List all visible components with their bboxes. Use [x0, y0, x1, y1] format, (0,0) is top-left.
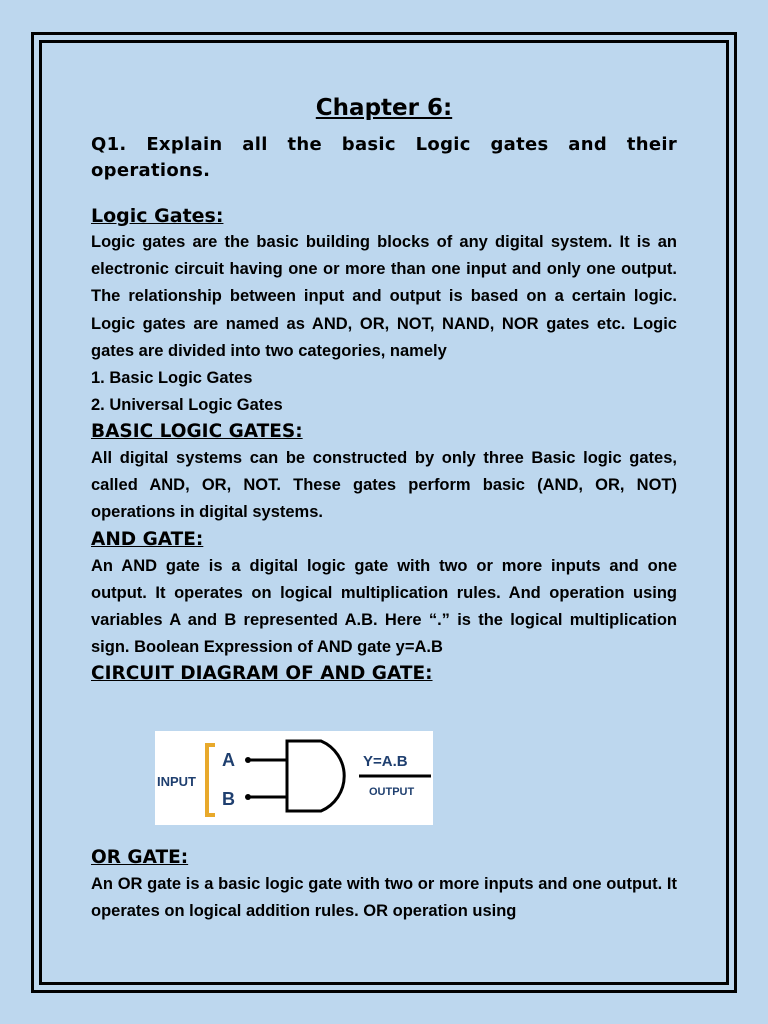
- basic-logic-gates-paragraph: All digital systems can be constructed by only three Basic logic gates, called AND, OR, NOT. These gates perform basic (AND, OR, NOT) operations in digital systems.: [91, 449, 677, 522]
- and-gate-symbol: [287, 741, 344, 811]
- output-label: OUTPUT: [369, 786, 415, 798]
- input-bracket: [207, 745, 215, 815]
- list-item: 2. Universal Logic Gates: [91, 396, 283, 415]
- basic-logic-gates-heading: BASIC LOGIC GATES:: [91, 421, 303, 443]
- logic-gate-categories: [91, 365, 677, 419]
- logic-gates-heading: Logic Gates:: [91, 205, 224, 227]
- chapter-title: Chapter 6:: [315, 95, 453, 121]
- input-label: INPUT: [157, 774, 196, 789]
- or-gate-heading: OR GATE:: [91, 847, 189, 868]
- or-gate-paragraph: An OR gate is a basic logic gate with two or more inputs and one output. It operates on logical addition rules. OR operation using: [91, 875, 677, 921]
- input-b-label: B: [222, 789, 235, 809]
- and-gate-diagram: [155, 731, 433, 825]
- and-gate-paragraph: An AND gate is a digital logic gate with two or more inputs and one output. It operates on logical multiplication rules. And operation using variables A and B represented A.B. Here “.” is the logical multiplication sign. Boolean Expression of AND gate y=A.B: [91, 556, 677, 657]
- logic-gates-paragraph: Logic gates are the basic building blocks of any digital system. It is an electronic circuit having one or more than one input and only one output. The relationship between input and output is based on a certain logic. Logic gates are named as AND, OR, NOT, NAND, NOR gates etc. Logic gates are divided into two categories, namely: [91, 233, 677, 360]
- input-a-label: A: [222, 750, 235, 770]
- output-expression: Y=A.B: [363, 753, 408, 770]
- and-gate-heading: AND GATE:: [91, 528, 204, 550]
- circuit-diagram-heading: CIRCUIT DIAGRAM OF AND GATE:: [91, 663, 433, 685]
- question-text: Q1. Explain all the basic Logic gates and their operations.: [91, 134, 677, 181]
- document-body: [91, 90, 677, 687]
- or-gate-section: [91, 845, 677, 925]
- list-item: 1. Basic Logic Gates: [91, 369, 253, 388]
